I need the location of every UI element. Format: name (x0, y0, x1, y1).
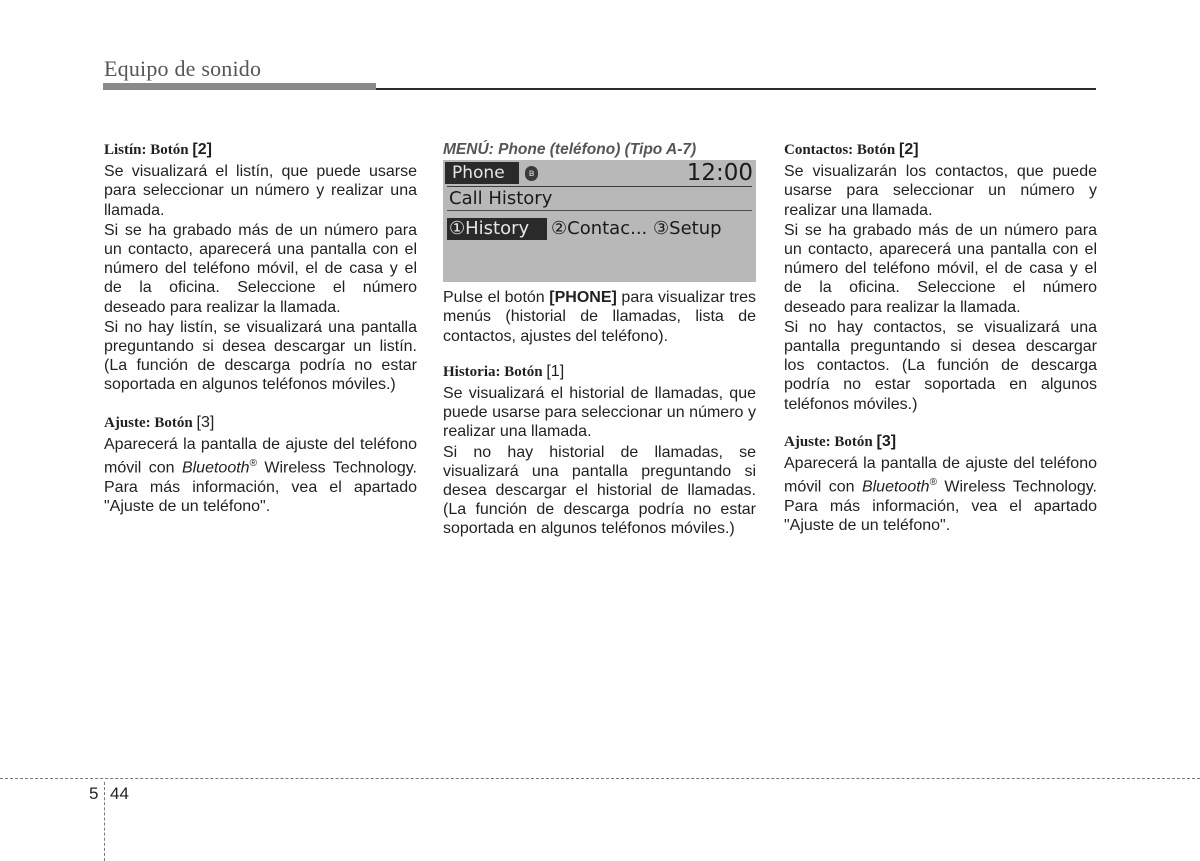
screen-title: Phone (445, 162, 519, 184)
paragraph (784, 454, 1097, 535)
bluetooth-text: Bluetooth (181, 459, 250, 477)
button-reference: [2] (192, 141, 212, 158)
section-heading-ajuste (104, 413, 417, 433)
menu-title: MENÚ: Phone (teléfono) (Tipo A-7) (443, 141, 697, 158)
bluetooth-text: Bluetooth (861, 478, 930, 496)
screen-subtitle: Call History (449, 188, 553, 210)
text-run: Pulse el botón (443, 289, 550, 307)
screen-clock: 12:00 (686, 160, 753, 187)
footer-rule (0, 778, 1200, 779)
header-rule-thick (103, 83, 376, 90)
button-reference: [3] (876, 432, 897, 450)
paragraph: Se visualizará el historial de llamadas, que puede usarse para seleccionar un número y realizar una llamada. (443, 385, 756, 441)
column-left (104, 140, 417, 517)
column-right (784, 140, 1097, 536)
bluetooth-icon: ʙ (525, 166, 538, 181)
page-number: 44 (110, 784, 129, 803)
paragraph: Se visualizará el listín, que puede usarse para seleccionar un número y realizar una llamada. (104, 163, 417, 219)
text-run: Aparecerá la pantalla de ajuste del teléfono móvil con (104, 435, 417, 477)
screen-option-history: ①History (447, 218, 547, 240)
footer-vertical-rule (104, 782, 105, 861)
registered-mark: ® (929, 477, 937, 489)
screen-divider (447, 210, 752, 211)
section-heading-ajuste (784, 432, 1097, 452)
heading-text: Ajuste: Botón (784, 433, 877, 450)
paragraph: Si se ha grabado más de un número para un contacto, aparecerá una pantalla con el número del teléfono móvil, el de casa y el de la oficina. Seleccione el número deseado para realizar la llamada. (104, 221, 417, 316)
text-run: Wireless Technology. Para más información, vea el apartado "Ajuste de un teléfono". (784, 478, 1097, 534)
text-run: Wireless Technology. Para más información, vea el apartado "Ajuste de un teléfono". (104, 459, 417, 515)
section-heading-contactos (784, 140, 1097, 160)
section-heading-historia (443, 362, 756, 382)
page-title: Equipo de sonido (104, 56, 262, 81)
paragraph (104, 435, 417, 516)
heading-text: Ajuste: Botón (104, 414, 197, 431)
chapter-number: 5 (89, 784, 99, 803)
heading-text: Contactos: Botón (784, 142, 899, 158)
heading-text: Listín: Botón (104, 142, 193, 158)
screen-divider (447, 186, 752, 187)
button-reference: [3] (196, 413, 215, 431)
button-reference: [2] (899, 141, 919, 158)
column-middle (443, 140, 756, 540)
text-run: Aparecerá la pantalla de ajuste del teléfono móvil con (784, 455, 1097, 496)
paragraph: Si no hay historial de llamadas, se visualizará una pantalla preguntando si desea descargar el historial de llamadas. (La función de descarga podría no estar soportada en algunos teléfonos móviles.) (443, 443, 756, 538)
registered-mark: ® (249, 458, 257, 470)
paragraph (443, 288, 756, 346)
text-run: para visualizar tres menús (historial de llamadas, lista de contactos, ajustes del teléfono). (443, 289, 756, 345)
phone-screen-display (443, 160, 756, 282)
section-heading-listin (104, 140, 417, 160)
screen-option-contacts: ②Contac... (551, 218, 648, 240)
paragraph: Si se ha grabado más de un número para un contacto, aparecerá una pantalla con el número del teléfono móvil, el de casa y el de la oficina. Seleccione el número deseado para realizar la llamada. (784, 221, 1097, 316)
screen-option-setup: ③Setup (653, 218, 722, 240)
header-rule-thin (376, 88, 1096, 90)
button-reference: [1] (546, 362, 565, 380)
paragraph: Si no hay contactos, se visualizará una pantalla preguntando si desea descargar los contactos. (La función de descarga podría no estar soportada en algunos teléfonos móviles.) (784, 318, 1097, 413)
button-reference: [PHONE] (549, 289, 617, 307)
paragraph: Se visualizarán los contactos, que puede usarse para seleccionar un número y realizar una llamada. (784, 163, 1097, 219)
heading-text: Historia: Botón (443, 363, 547, 380)
paragraph: Si no hay listín, se visualizará una pantalla preguntando si desea descargar un listín. (La función de descarga podría no estar soportada en algunos teléfonos móviles.) (104, 318, 417, 394)
